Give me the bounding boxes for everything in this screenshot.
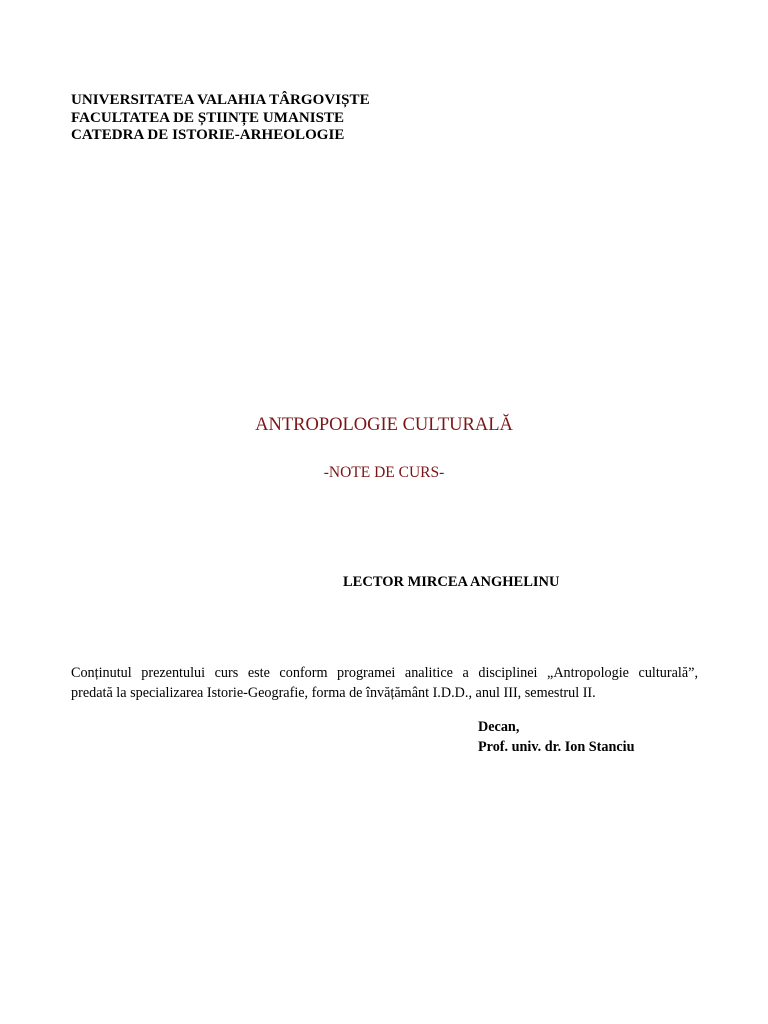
dean-signature-block — [478, 718, 635, 757]
dean-role: Decan, — [478, 719, 520, 735]
dean-name: Prof. univ. dr. Ion Stanciu — [478, 738, 635, 755]
department-name: CATEDRA DE ISTORIE-ARHEOLOGIE — [71, 127, 345, 143]
faculty-name: FACULTATEA DE ȘTIINȚE UMANISTE — [71, 109, 345, 126]
course-title: ANTROPOLOGIE CULTURALĂ — [255, 415, 513, 435]
statement-line-2: predată la specializarea Istorie-Geografie, forma de învățământ I.D.D., anul III, semestrul II. — [71, 685, 596, 701]
university-name: UNIVERSITATEA VALAHIA TÂRGOVIȘTE — [71, 92, 370, 108]
institution-header — [71, 92, 370, 145]
statement-line-1: Conținutul prezentului curs este conform programei analitice a disciplinei „Antropologie culturală”, — [71, 665, 698, 681]
course-subtitle: -NOTE DE CURS- — [323, 464, 445, 481]
curriculum-statement — [71, 663, 698, 703]
lecturer-name: LECTOR MIRCEA ANGHELINU — [343, 574, 560, 590]
